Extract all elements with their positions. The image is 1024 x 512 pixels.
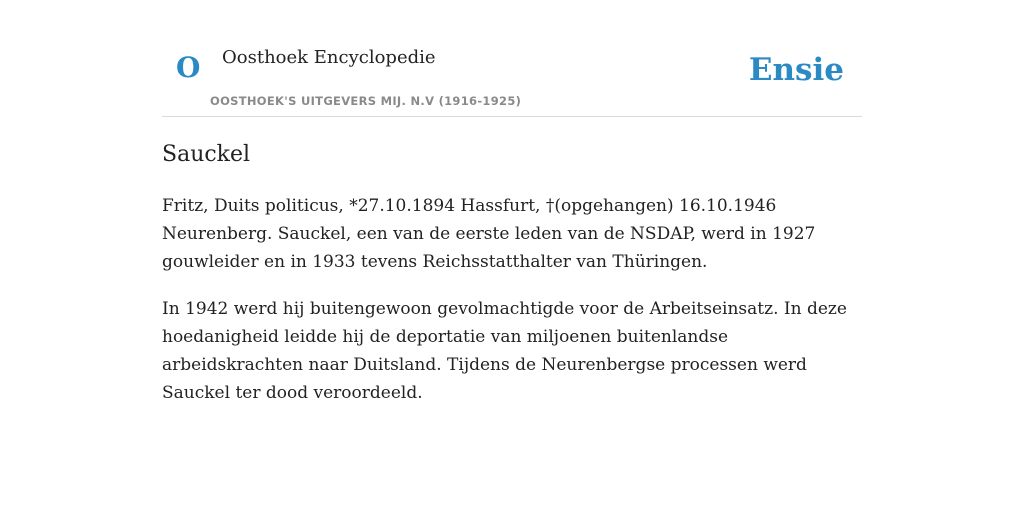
article-paragraph: In 1942 werd hij buitengewoon gevolmachtigde voor de Arbeitseinsatz. In deze hoedanigheid leidde hij de deportatie van miljoenen buitenlandse arbeidskrachten naar Duitsland. Tijdens de Neurenbergse processen werd Sauckel ter dood veroordeeld. [162,299,847,403]
entry-title: Sauckel [162,142,251,167]
encyclopedia-title[interactable]: Oosthoek Encyclopedie [222,47,436,68]
article-paragraph: Fritz, Duits politicus, *27.10.1894 Hassfurt, †(opgehangen) 16.10.1946 Neurenberg. Sauckel, een van de eerste leden van de NSDAP, werd in 1927 gouwleider en in 1933 tevens Reichsstatthalter van Thüringen. [162,196,816,272]
page-container [162,0,862,512]
ensie-brand-logo[interactable]: Ensie [748,52,844,88]
encyclopedia-header [162,0,862,117]
encyclopedia-logo-letter[interactable]: O [176,51,201,84]
publisher-label: OOSTHOEK'S UITGEVERS MIJ. N.V (1916-1925) [210,94,522,108]
